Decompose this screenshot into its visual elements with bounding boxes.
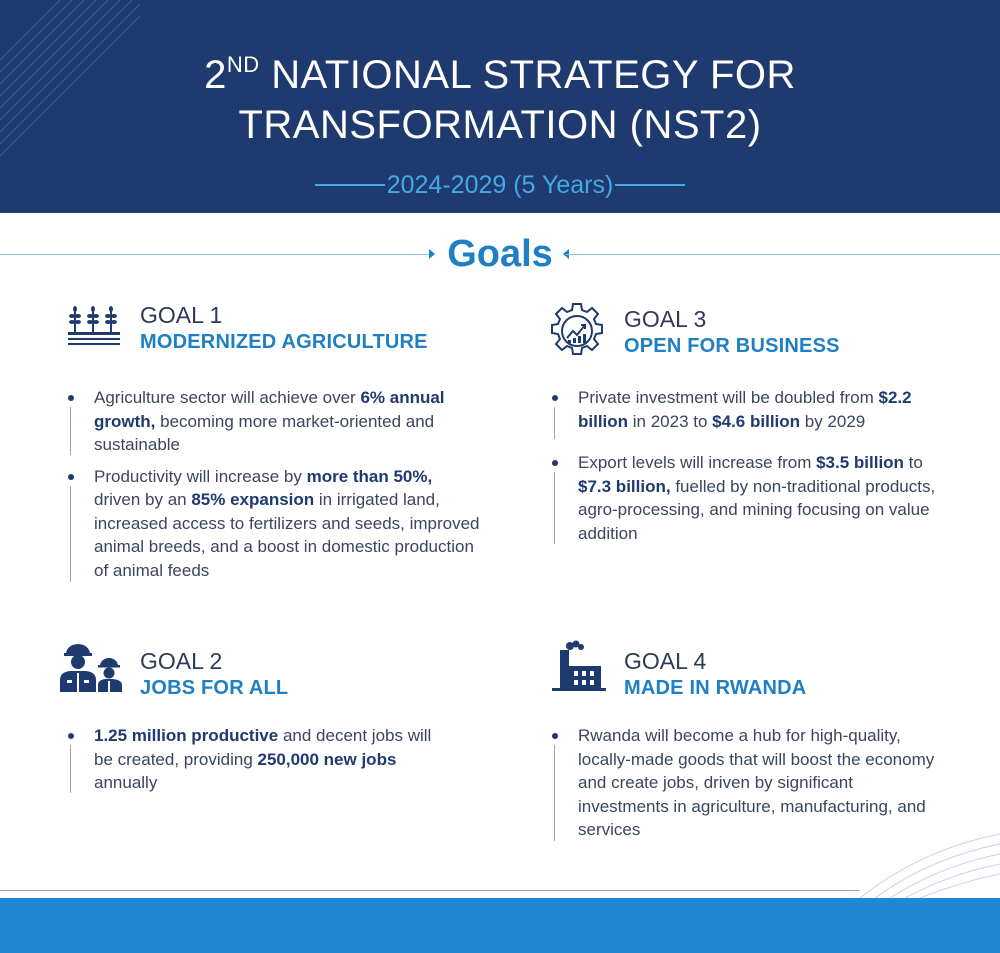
goal-title: JOBS FOR ALL (140, 677, 289, 699)
footer-bar (0, 898, 1000, 953)
bullet-dot-icon (68, 474, 74, 480)
bullet-dot-icon (552, 733, 558, 739)
header-banner (0, 0, 1000, 213)
goal-bullet: Export levels will increase from $3.5 billion to $7.3 billion, fuelled by non-traditional products, agro-processing, and mining focusing on value addition (544, 451, 954, 545)
bottom-divider (0, 890, 860, 891)
goal-title: OPEN FOR BUSINESS (624, 335, 840, 357)
title-line-2: TRANSFORMATION (NST2) (238, 103, 762, 147)
goal-card-2 (52, 640, 472, 810)
page-title (0, 50, 1000, 150)
section-heading: Goals (447, 233, 553, 275)
goal-bullet: 1.25 million productive and decent jobs will be created, providing 250,000 new jobs annually (60, 724, 440, 795)
crops-icon (66, 302, 122, 348)
goal-number: GOAL 1 (140, 302, 223, 328)
goal-bullet: Private investment will be doubled from $2.2 billion in 2023 to $4.6 billion by 2029 (544, 386, 954, 433)
workers-icon (52, 642, 126, 694)
bullet-divider-line (70, 745, 71, 793)
goal-bullet-list (544, 386, 954, 545)
arrow-right-icon (429, 249, 435, 259)
bullet-divider-line (554, 407, 555, 439)
goal-bullet: Productivity will increase by more than 50%, driven by an 85% expansion in irrigated land, increased access to fertilizers and seeds, improved animal breeds, and a boost in domestic production of animal feeds (60, 465, 480, 583)
subtitle-row (0, 168, 1000, 202)
goal-bullet: Rwanda will become a hub for high-quality, locally-made goods that will boost the economy and create jobs, driven by significant investments in agriculture, manufacturing, and services (544, 724, 944, 842)
title-ordinal: 2 (204, 53, 227, 97)
bullet-dot-icon (68, 395, 74, 401)
bullet-dot-icon (68, 733, 74, 739)
goal-title: MADE IN RWANDA (624, 677, 807, 699)
goals-rule-right (566, 254, 1000, 255)
goal-number: GOAL 4 (624, 648, 707, 674)
goal-bullet: Agriculture sector will achieve over 6% annual growth, becoming more market-oriented and sustainable (60, 386, 480, 457)
subtitle-rule-left (315, 184, 385, 186)
bullet-divider-line (554, 745, 555, 841)
title-line-1: NATIONAL STRATEGY FOR (259, 53, 796, 97)
goal-card-3 (546, 300, 966, 550)
bullet-dot-icon (552, 460, 558, 466)
bullet-dot-icon (552, 395, 558, 401)
goal-number: GOAL 3 (624, 306, 707, 332)
gear-growth-icon (546, 300, 608, 362)
bullet-divider-line (554, 472, 555, 544)
goal-bullet-list (60, 386, 480, 582)
goal-title: MODERNIZED AGRICULTURE (140, 331, 428, 353)
subtitle-rule-right (615, 184, 685, 186)
title-ordinal-suffix: ND (226, 52, 260, 77)
goals-heading-row (0, 230, 1000, 280)
goal-bullet-list (60, 724, 440, 795)
goals-rule-left (0, 254, 432, 255)
decorative-corner-lines (820, 820, 1000, 898)
goal-card-1 (64, 300, 484, 590)
page-subtitle: 2024-2029 (5 Years) (386, 171, 614, 199)
goal-card-4 (546, 640, 966, 840)
factory-icon (548, 640, 610, 694)
bullet-divider-line (70, 486, 71, 582)
bullet-divider-line (70, 407, 71, 455)
goal-number: GOAL 2 (140, 648, 223, 674)
